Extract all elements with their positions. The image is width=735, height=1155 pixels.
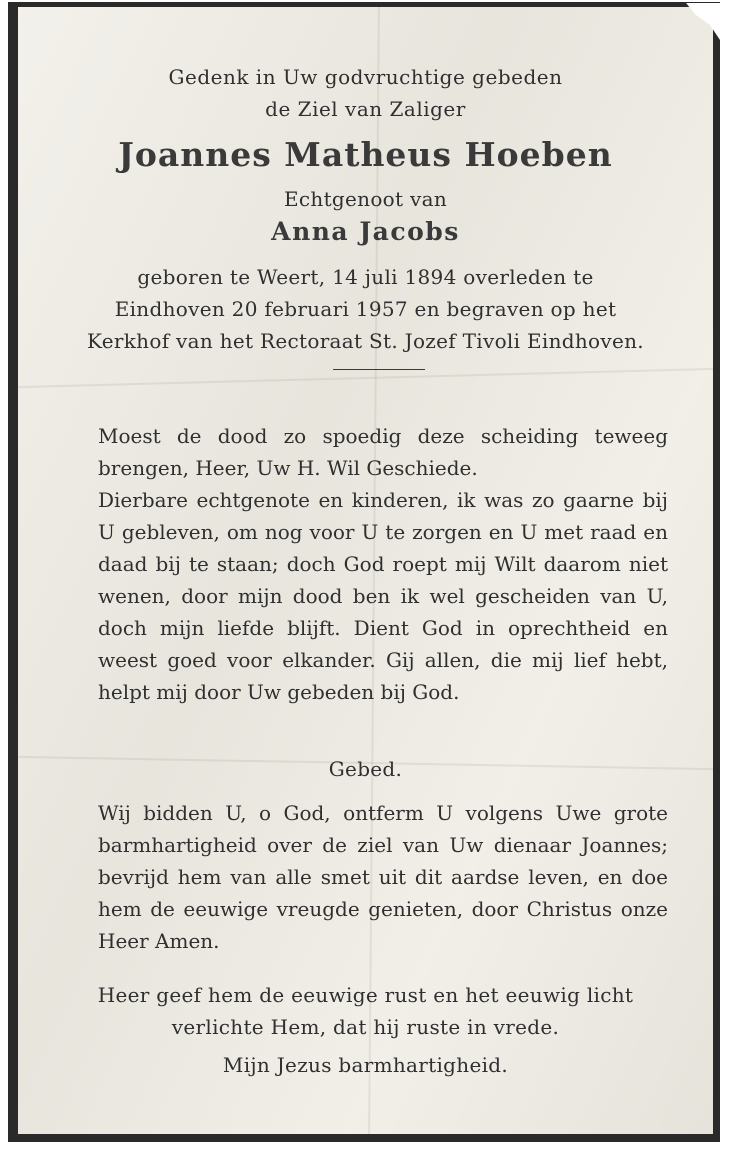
deceased-name: Joannes Matheus Hoeben [118,135,613,174]
closing-line-3: Mijn Jezus barmhartigheid. [222,1053,509,1077]
prayer-title: Gebed. [328,757,403,781]
biography-line-3: Kerkhof van het Rectoraat St. Jozef Tivoli Eindhoven. [87,329,644,353]
message-paragraph-1: Moest de dood zo spoedig deze scheiding teweeg brengen, Heer, Uw H. Wil Geschiede. [98,424,668,480]
biography-line-2: Eindhoven 20 februari 1957 en begraven op het [114,297,617,321]
closing-line-1: Heer geef hem de eeuwige rust en het eeuwig licht [97,983,634,1007]
header-line-1: Gedenk in Uw godvruchtige gebeden [168,65,563,89]
prayer-text: Wij bidden U, o God, ontferm U volgens Uwe grote barmhartigheid over de ziel van Uw dienaar Joannes; bevrijd hem van alle smet uit dit aardse leven, en doe hem de eeuwige vreugde genieten, door Christus onze Heer Amen. [98,801,668,953]
memorial-card [8,2,720,1142]
spouse-name: Anna Jacobs [271,217,460,246]
biography-line-1: geboren te Weert, 14 juli 1894 overleden te [137,265,594,289]
torn-corner [682,3,722,43]
closing-line-2: verlichte Hem, dat hij ruste in vrede. [171,1015,560,1039]
paper-crease [18,368,713,388]
header-line-2: de Ziel van Zaliger [265,97,466,121]
relation-label: Echtgenoot van [283,187,448,211]
message-paragraph-2: Dierbare echtgenote en kinderen, ik was zo gaarne bij U gebleven, om nog voor U te zorgen en U met raad en daad bij te staan; doch God roept mij Wilt daarom niet wenen, door mijn dood ben ik wel gescheiden van U, doch mijn liefde blijft. Dient God in oprechtheid en weest goed voor elkander. Gij allen, die mij lief hebt, helpt mij door Uw gebeden bij God. [98,488,668,704]
divider-rule [333,369,425,370]
